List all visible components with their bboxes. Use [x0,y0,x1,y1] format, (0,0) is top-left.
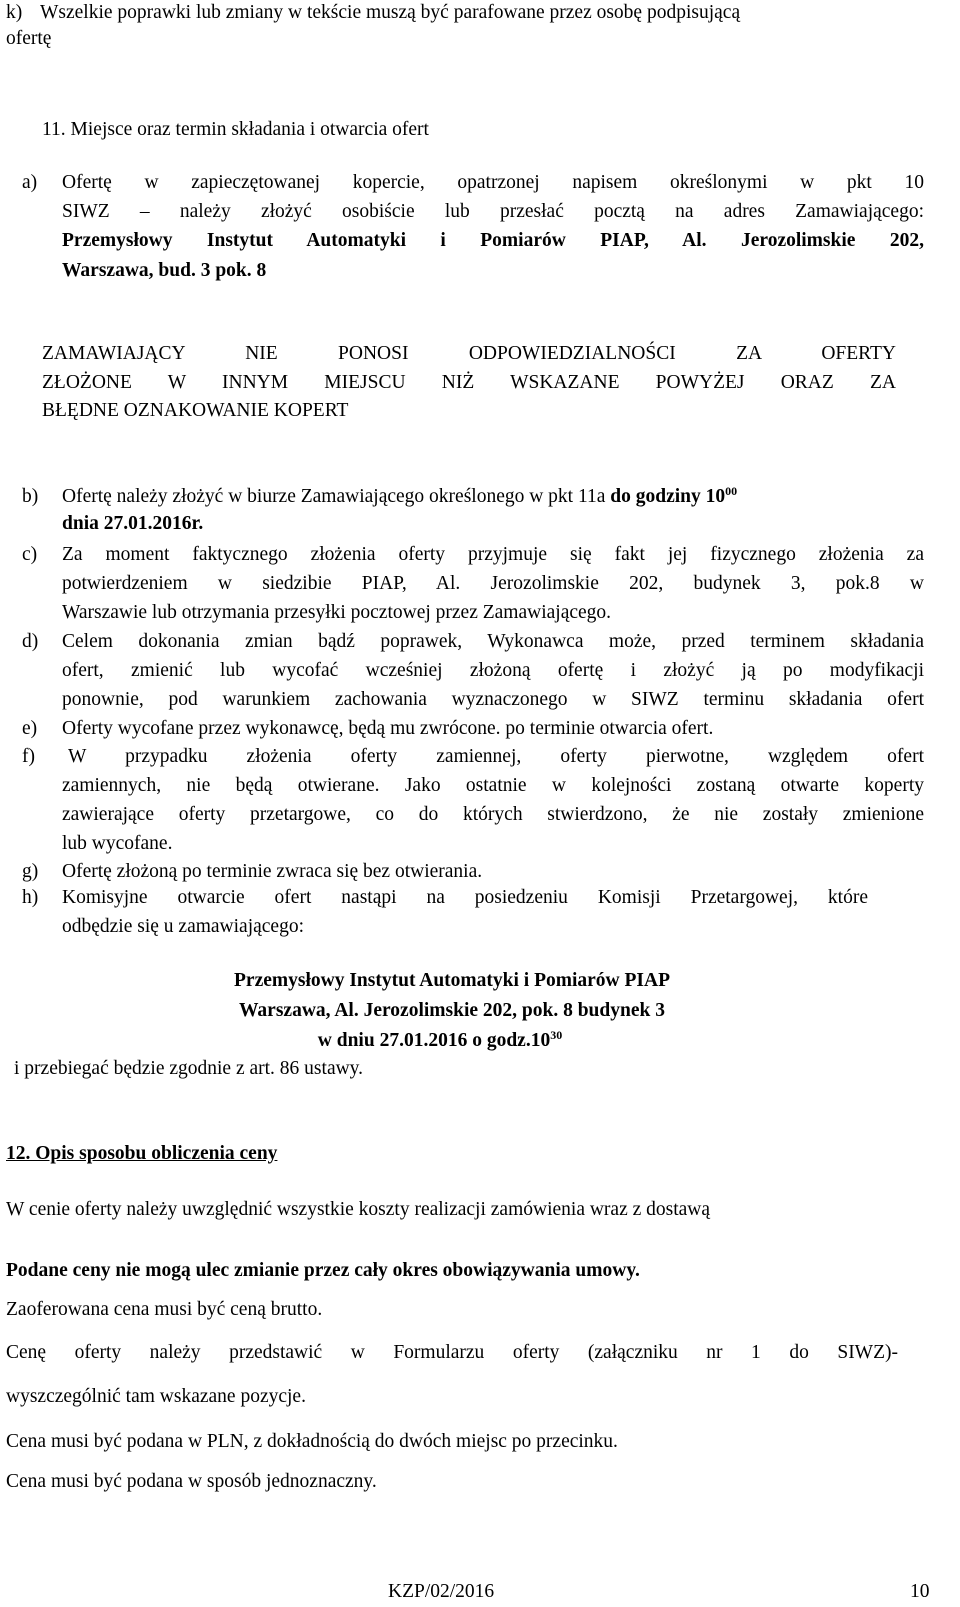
section-12-title: 12. Opis sposobu obliczenia ceny [6,1143,278,1164]
item-k-marker: k) [6,2,23,23]
venue-name: Przemysłowy Instytut Automatyki i Pomiarów PIAP [234,970,670,991]
item-f-marker: f) [22,746,35,767]
item-a-line3: Przemysłowy Instytut Automatyki i Pomiarów PIAP, Al. Jerozolimskie 202, [62,230,924,251]
item-b-marker: b) [22,486,39,507]
notice-line3: BŁĘDNE OZNAKOWANIE KOPERT [42,400,349,421]
item-c-marker: c) [22,544,38,565]
item-g-marker: g) [22,861,39,882]
price-line1: W cenie oferty należy uwzględnić wszystkie koszty realizacji zamówienia wraz z dostawą [6,1199,711,1220]
footer-page-number: 10 [910,1581,930,1602]
venue-address: Warszawa, Al. Jerozolimskie 202, pok. 8 budynek 3 [239,1000,665,1021]
price-line7: Cena musi być podana w sposób jednoznaczny. [6,1471,377,1492]
item-k-text: Wszelkie poprawki lub zmiany w tekście muszą być parafowane przez osobę podpisującą [40,2,741,23]
item-d-line3: ponownie, pod warunkiem zachowania wyznaczonego w SIWZ terminu składania ofert [62,689,924,710]
footer-code: KZP/02/2016 [388,1581,495,1602]
price-line5: wyszczególnić tam wskazane pozycje. [6,1386,306,1407]
item-f-line2: zamiennych, nie będą otwierane. Jako ostatnie w kolejności zostaną otwarte koperty [62,775,924,796]
opening-date-text: w dniu 27.01.2016 o godz.10 [317,1030,551,1051]
opening-date [0,1028,880,1054]
item-d-marker: d) [22,631,39,652]
item-e-line1: Oferty wycofane przez wykonawcę, będą mu zwrócone. po terminie otwarcia ofert. [62,718,714,739]
item-b-deadline: do godziny 10 [610,486,726,507]
item-a-line2: SIWZ – należy złożyć osobiście lub przesłać pocztą na adres Zamawiającego: [62,201,924,222]
item-h-marker: h) [22,887,39,908]
item-d-line1: Celem dokonania zmian bądź poprawek, Wykonawca może, przed terminem składania [62,631,924,652]
item-f-line1: W przypadku złożenia oferty zamiennej, oferty pierwotne, względem ofert [68,746,924,767]
item-h-line1: Komisyjne otwarcie ofert nastąpi na posiedzeniu Komisji Przetargowej, które [62,887,868,908]
item-a-line4: Warszawa, bud. 3 pok. 8 [62,260,267,281]
item-g-line1: Ofertę złożoną po terminie zwraca się bez otwierania. [62,861,483,882]
price-line6: Cena musi być podana w PLN, z dokładnością do dwóch miejsc po przecinku. [6,1431,618,1452]
procedure-note: i przebiegać będzie zgodnie z art. 86 ustawy. [14,1058,364,1079]
item-d-line2: ofert, zmienić lub wycofać wcześniej złożoną ofertę i złożyć ją po modyfikacji [62,660,924,681]
item-f-line3: zawierające oferty przetargowe, co do których stwierdzono, że nie zostały zmienione [62,804,924,825]
price-line2: Podane ceny nie mogą ulec zmianie przez cały okres obowiązywania umowy. [6,1260,640,1281]
item-b-deadline-sup: 00 [725,484,738,498]
item-c-line3: Warszawie lub otrzymania przesyłki pocztowej przez Zamawiającego. [62,602,612,623]
item-f-line4: lub wycofane. [62,833,173,854]
price-line4: Cenę oferty należy przedstawić w Formularzu oferty (załączniku nr 1 do SIWZ)- [6,1342,898,1363]
notice-line2: ZŁOŻONE W INNYM MIEJSCU NIŻ WSKAZANE POWYŻEJ ORAZ ZA [42,372,896,393]
item-b-text: Ofertę należy złożyć w biurze Zamawiającego określonego w pkt 11a [62,486,611,507]
item-b-line1 [62,484,737,510]
section-11-title: 11. Miejsce oraz termin składania i otwarcia ofert [42,119,429,140]
notice-line1: ZAMAWIAJĄCY NIE PONOSI ODPOWIEDZIALNOŚCI ZA OFERTY [42,343,896,364]
price-line3: Zaoferowana cena musi być ceną brutto. [6,1299,323,1320]
item-e-marker: e) [22,718,38,739]
item-c-line1: Za moment faktycznego złożenia oferty przyjmuje się fakt jej fizycznego złożenia za [62,544,924,565]
item-c-line2: potwierdzeniem w siedzibie PIAP, Al. Jerozolimskie 202, budynek 3, pok.8 w [62,573,924,594]
item-k-text-cont: ofertę [6,28,52,49]
item-a-marker: a) [22,172,38,193]
item-a-line1: Ofertę w zapieczętowanej kopercie, opatrzonej napisem określonymi w pkt 10 [62,172,924,193]
opening-date-sup: 30 [550,1028,563,1042]
item-b-line2: dnia 27.01.2016r. [62,513,204,534]
item-h-line2: odbędzie się u zamawiającego: [62,916,305,937]
